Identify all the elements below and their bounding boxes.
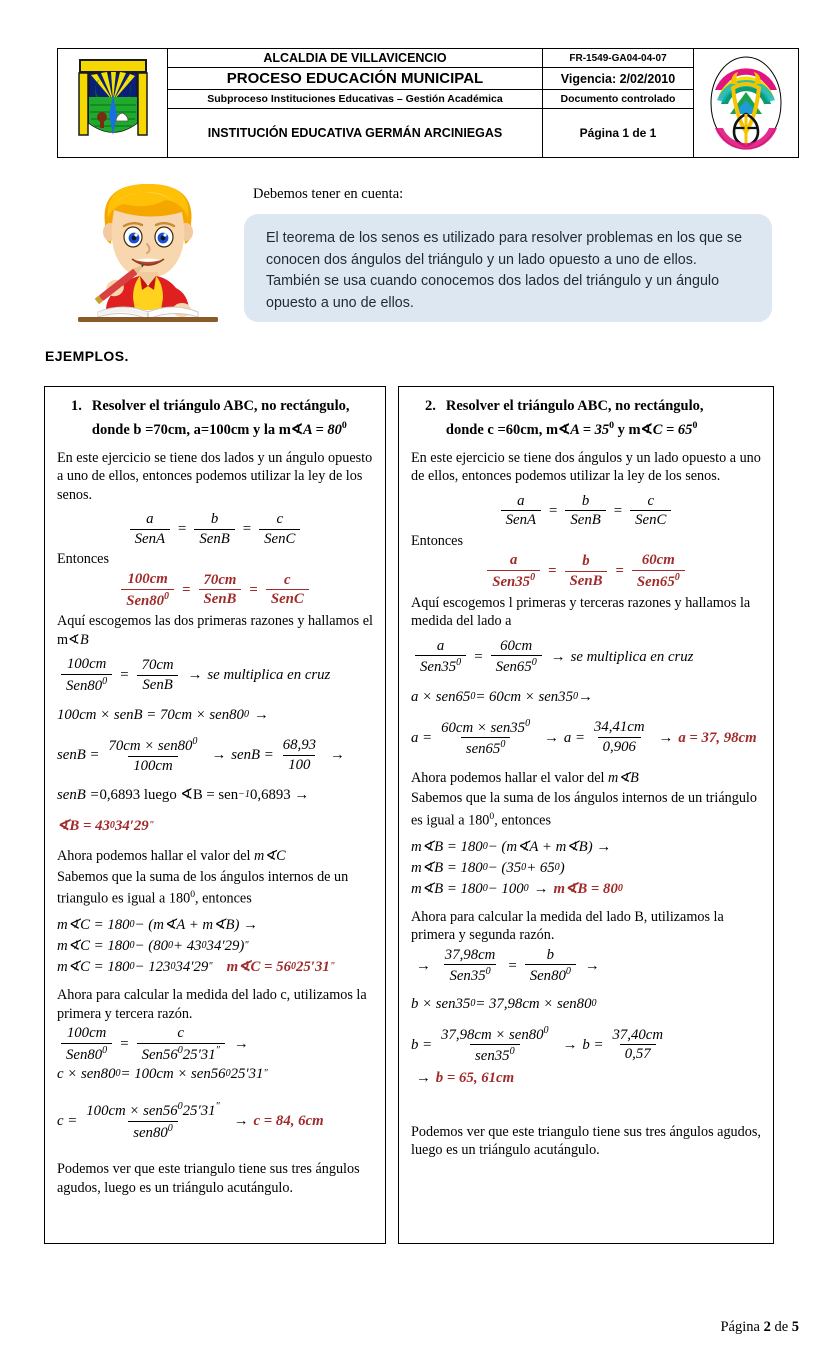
e2ang3-deg2: 0 bbox=[523, 882, 529, 894]
e1ang3-result-min: 25′31 bbox=[296, 959, 330, 976]
law2-b-num: b bbox=[581, 492, 590, 509]
law1-a-num: a bbox=[146, 511, 154, 528]
header-form-code: FR-1549-GA04-04-07 bbox=[569, 52, 667, 64]
e2eq7-d1: sen35 bbox=[475, 1048, 510, 1065]
e1eq2-deg: 0 bbox=[243, 709, 249, 721]
sub2-den1: Sen35 bbox=[492, 573, 531, 590]
example1-paragraph-5: Ahora para calcular la medida del lado c, utilizamos la primera y tercera razón. bbox=[57, 987, 367, 1022]
example1-result-angle-B bbox=[57, 816, 373, 836]
e2eq2-deg: 0 bbox=[470, 690, 476, 702]
e2eq1-n1: a bbox=[436, 637, 445, 654]
example2-title-line2a: donde c =60cm, m∢ bbox=[445, 421, 571, 438]
e1eq7-n-deg: 0 bbox=[177, 1101, 183, 1113]
header-page-indicator: Página 1 de 1 bbox=[579, 126, 657, 140]
e1ang3-sec: " bbox=[208, 961, 213, 973]
e2ang1-deg: 0 bbox=[482, 840, 488, 852]
e1resB-min: 34′29 bbox=[114, 818, 149, 835]
sub2-den1-deg: 0 bbox=[530, 572, 536, 584]
e1resB-a: ∢B = 43 bbox=[57, 818, 110, 835]
e2p4-deg: 0 bbox=[489, 810, 495, 822]
sub2-num2: b bbox=[582, 553, 590, 570]
e2ang2-deg: 0 bbox=[482, 861, 488, 873]
e2eq7-mid: b = bbox=[582, 1036, 604, 1053]
e1ang3-result: m∢C = 56 bbox=[226, 959, 291, 976]
example1-title-angle-a: A bbox=[303, 421, 312, 438]
e1eq5-d2-sec: " bbox=[215, 1044, 220, 1056]
e1eq6-deg2: 0 bbox=[225, 1068, 231, 1080]
example2-paragraph-2: Aquí escogemos l primeras y terceras razones y hallamos la medida del lado a bbox=[411, 594, 751, 629]
sub2-num3: 60cm bbox=[641, 552, 675, 569]
example1-eq5: $\frac{100cm}{Sen80^0}$ = $\frac{c}{Sen56^025'31^"}$ → bbox=[57, 1025, 373, 1063]
e1eq1-note: se multiplica en cruz bbox=[207, 667, 331, 684]
example2-angle-eq2 bbox=[411, 858, 761, 878]
institucion-educativa-emblem-icon bbox=[703, 54, 789, 152]
example2-title-eq-a: = 35 bbox=[579, 421, 610, 438]
e1ang1: m∢C = 180 bbox=[57, 917, 130, 934]
e1eq1-d2: SenB bbox=[137, 675, 177, 694]
law2-c-num: c bbox=[647, 492, 655, 509]
example2-entonces: Entonces bbox=[411, 532, 464, 549]
e2ang3-deg: 0 bbox=[482, 882, 488, 894]
e1eq5-d2-min: 25′31 bbox=[182, 1046, 216, 1063]
e1eq5-d1-deg: 0 bbox=[102, 1044, 108, 1056]
example1-title-line1: Resolver el triángulo ABC, no rectángulo, bbox=[91, 398, 350, 414]
example2-title-deg-a: 0 bbox=[609, 420, 615, 431]
e2eq2-b: = 60cm × sen35 bbox=[475, 688, 573, 705]
e1eq3-n1: 70cm × sen80 bbox=[108, 737, 193, 754]
header-subproceso: Subproceso Instituciones Educativas – Gestión Académica bbox=[168, 90, 543, 108]
e1eq7-n-min: 25′31 bbox=[182, 1103, 216, 1120]
example1-eq1: $\frac{100cm}{Sen80^0}$ = $\frac{70cm}{\text{SenB}}$ → se multiplica en cruz bbox=[57, 656, 373, 694]
e1eq4-a: senB = bbox=[57, 787, 100, 804]
sub1-den3: SenC bbox=[266, 589, 309, 608]
page-footer bbox=[720, 1319, 799, 1336]
e2eq7-n2: 37,40cm bbox=[612, 1026, 664, 1043]
e2ang3-result-deg: 0 bbox=[617, 882, 623, 894]
footer-current-page: 2 bbox=[763, 1319, 771, 1335]
e1ang3: m∢C = 180 bbox=[57, 959, 130, 976]
example2-result-b: → b = 65, 61cm bbox=[416, 1069, 515, 1086]
e2eq3-mid: a = bbox=[563, 729, 585, 746]
e2eq2-a: a × sen65 bbox=[411, 688, 471, 705]
e1ang1-rest: − (m∢A + m∢B) → bbox=[134, 917, 258, 934]
example1-paragraph-3 bbox=[57, 847, 373, 866]
e2ang3-a: − 100 bbox=[487, 880, 524, 897]
e1p3-text: Ahora podemos hallar el valor del bbox=[57, 848, 254, 865]
e1eq6-c: 25′31 bbox=[230, 1066, 264, 1083]
example2-eq3: a = $\frac{60cm \times sen35^0}{sen65^0}$ → a = $\frac{34,41cm}{0,906}$ → a = 37, 98cm bbox=[411, 717, 757, 757]
e2eq1-d1: Sen35 bbox=[420, 658, 457, 675]
law1-c-den: SenC bbox=[259, 529, 300, 548]
example1-paragraph-2 bbox=[57, 612, 373, 649]
e2eq6-deg2: 0 bbox=[591, 997, 597, 1009]
e1eq7-d-deg: 0 bbox=[167, 1122, 173, 1134]
example1-eq2: 100cm × senB = 70cm × sen80 0 → bbox=[57, 707, 269, 724]
e2eq7-d2: 0,57 bbox=[620, 1044, 656, 1063]
section-label-ejemplos: EJEMPLOS. bbox=[45, 348, 129, 364]
e2eq5-d1-deg: 0 bbox=[485, 966, 491, 978]
header-institucion-name: INSTITUCIÓN EDUCATIVA GERMÁN ARCINIEGAS bbox=[168, 109, 543, 157]
example2-title-text bbox=[446, 397, 761, 440]
example2-eq1: $\frac{a}{Sen35^0}$ = $\frac{60cm}{Sen65^0}$ → se multiplica en cruz bbox=[411, 638, 761, 676]
e1resB-deg: 0 bbox=[109, 820, 115, 832]
example2-substituted-law: $\frac{a}{Sen35^0}$ = $\frac{b}{\text{SenB}}$ = $\frac{60cm}{Sen65^0}$ bbox=[411, 552, 761, 590]
header-text-block bbox=[168, 49, 693, 157]
e2p3-text: Ahora podemos hallar el valor del bbox=[411, 769, 608, 786]
law1-a-den: SenA bbox=[130, 529, 170, 548]
example2-eq5: → $\frac{37,98cm}{Sen35^0}$ = $\frac{b}{Sen80^0}$ → bbox=[416, 946, 600, 985]
e2eq7-d1-deg: 0 bbox=[509, 1046, 515, 1058]
example2-angle-eq3: m∢B = 180 0 − 100 0 → m∢B = 80 0 bbox=[411, 880, 623, 897]
boy-studying-icon bbox=[58, 176, 238, 324]
info-callout-text: El teorema de los senos es utilizado para resolver problemas en los que se conocen dos ángulos del triángulo y un lado opuesto a uno de ellos. También se usa cuando conocemos dos lados del triángulo y un ángulo opuesto a uno de ellos. bbox=[266, 230, 743, 311]
e1eq1-n1: 100cm bbox=[66, 656, 107, 672]
example1-substituted-law: $\frac{100cm}{Sen80^0}$ = $\frac{70cm}{\text{SenB}}$ = $\frac{c}{\text{SenC}}$ bbox=[57, 571, 373, 609]
sub1-den1: Sen80 bbox=[126, 592, 165, 609]
footer-prefix: Página bbox=[720, 1319, 764, 1335]
example2-title-eq-c: = 65 bbox=[662, 421, 693, 438]
e1eq4-b: 0,6893 luego ∢B = sen bbox=[99, 787, 239, 804]
e1eq7-d: sen80 bbox=[133, 1124, 168, 1141]
example1-eq4 bbox=[57, 785, 373, 805]
sub1-num1: 100cm bbox=[127, 570, 168, 587]
e1eq1-n2: 70cm bbox=[141, 656, 174, 673]
example1-entonces: Entonces bbox=[57, 551, 110, 568]
header-vigencia: Vigencia: 2/02/2010 bbox=[560, 71, 676, 86]
e1ang1-deg: 0 bbox=[129, 919, 135, 931]
e1ang2-b: + 43 bbox=[173, 938, 202, 955]
e2eq6-deg: 0 bbox=[470, 997, 476, 1009]
example1-paragraph-1: En este ejercicio se tiene dos lados y un ángulo opuesto a uno de ellos, entonces podemos utilizar la ley de los senos. bbox=[57, 449, 373, 503]
example2-title-and: y m∢ bbox=[614, 421, 653, 438]
e2ang2-a: − (35 bbox=[487, 859, 522, 876]
example1-title-eq: = 80 bbox=[311, 421, 342, 438]
header-row-4 bbox=[168, 109, 693, 157]
example2-title-angle-c: C bbox=[652, 421, 663, 438]
example1-law-of-sines: $\frac{a}{\text{SenA}}$ = $\frac{b}{\text{SenB}}$ = $\frac{c}{\text{SenC}}$ bbox=[57, 511, 373, 547]
e1eq4-sup: −1 bbox=[238, 789, 250, 801]
e1ang3-b: 34′29 bbox=[175, 959, 209, 976]
e1eq3-n1-deg: 0 bbox=[192, 736, 198, 748]
e2eq5-n2: b bbox=[546, 946, 554, 963]
e1eq6-sec: " bbox=[263, 1068, 268, 1080]
example1-eq3: senB = $\frac{70cm \times sen80^0}{100cm}$ → senB = $\frac{68,93}{100}$ → bbox=[57, 736, 345, 774]
e1ang2-deg2: 0 bbox=[168, 940, 174, 952]
e1ang3-deg2: 0 bbox=[170, 961, 176, 973]
e1eq4-c: 0,6893 → bbox=[249, 787, 310, 804]
e2eq5-d2-deg: 0 bbox=[565, 966, 571, 978]
e1ang2: m∢C = 180 bbox=[57, 938, 130, 955]
header-left-logo-cell bbox=[58, 49, 168, 157]
e1eq6-a: c × sen80 bbox=[57, 1066, 116, 1083]
sub1-den1-deg: 0 bbox=[164, 590, 170, 602]
example1-eq6 bbox=[57, 1064, 373, 1084]
example1-angle-eq1 bbox=[57, 915, 373, 935]
law2-a-num: a bbox=[517, 492, 525, 509]
e2eq1-d2: Sen65 bbox=[495, 658, 532, 675]
e1ang2-a: − (80 bbox=[134, 938, 168, 955]
e1ang3-result-sec: " bbox=[329, 961, 336, 973]
example-box-1 bbox=[44, 386, 386, 1244]
e2eq5-d1: Sen35 bbox=[449, 968, 486, 985]
sub2-den3-deg: 0 bbox=[674, 572, 680, 584]
e2eq2-c: → bbox=[578, 688, 593, 705]
example1-title-text bbox=[92, 397, 373, 440]
e1resB-sec: " bbox=[148, 820, 155, 832]
e2eq2-deg2: 0 bbox=[572, 690, 579, 702]
sub1-den2: SenB bbox=[199, 589, 242, 608]
e2eq3-d2: 0,906 bbox=[598, 737, 641, 756]
e1ang2-sec: " bbox=[244, 940, 249, 952]
e1p3-angle: m∢C bbox=[253, 848, 286, 865]
example2-paragraph-5: Ahora para calcular la medida del lado B, utilizamos la primera y segunda razón. bbox=[411, 908, 724, 944]
e1eq5-d2: Sen56 bbox=[141, 1046, 178, 1063]
e2ang1: m∢B = 180 bbox=[411, 838, 483, 855]
example1-number: 1. bbox=[71, 398, 82, 414]
e2p4-text: Sabemos que la suma de los ángulos internos de un triángulo es igual a 180 bbox=[411, 790, 757, 829]
example2-eq6 bbox=[411, 994, 761, 1014]
e2ang2-b: + 65 bbox=[526, 859, 555, 876]
example-box-2 bbox=[398, 386, 774, 1244]
e2ang3-result: m∢B = 80 bbox=[553, 880, 618, 897]
law1-c-num: c bbox=[276, 511, 284, 528]
e1eq7-lhs: c = bbox=[57, 1113, 78, 1130]
e1eq5-d2-deg: 0 bbox=[177, 1044, 183, 1056]
law2-a-den: SenA bbox=[501, 510, 541, 529]
e2eq3-d1: sen65 bbox=[465, 740, 501, 757]
e2ang1-rest: − (m∢A + m∢B) → bbox=[487, 838, 612, 855]
e2eq3-n2: 34,41cm bbox=[593, 719, 645, 736]
example2-angle-eq1 bbox=[411, 837, 761, 857]
e1eq1-d1: Sen80 bbox=[66, 677, 103, 694]
e1ang3-deg: 0 bbox=[129, 961, 135, 973]
example1-p2-text: Aquí escogemos las dos primeras razones y hallamos el m∢ bbox=[57, 613, 373, 648]
e2ang3: m∢B = 180 bbox=[411, 880, 483, 897]
e2eq1-note: se multiplica en cruz bbox=[570, 648, 694, 665]
e1ang3-a: − 123 bbox=[134, 959, 171, 976]
example2-conclusion: Podemos ver que este triangulo tiene sus tres ángulos agudos, luego es un triángulo acutángulo. bbox=[411, 1123, 761, 1159]
footer-middle: de bbox=[770, 1319, 792, 1335]
example2-title-angle-a: A bbox=[570, 421, 580, 438]
e1eq3-n2: 68,93 bbox=[282, 737, 316, 753]
e1ang3-result-deg: 0 bbox=[290, 961, 297, 973]
footer-total-pages: 5 bbox=[791, 1319, 799, 1335]
sub1-num3: c bbox=[284, 571, 291, 588]
e2eq7-result: b = 65, 61cm bbox=[435, 1069, 515, 1086]
e1eq7-n-sec: " bbox=[215, 1101, 220, 1113]
example1-angle-eq3 bbox=[57, 957, 373, 977]
e1eq6-b: = 100cm × sen56 bbox=[120, 1066, 226, 1083]
e2p4-end: , entonces bbox=[494, 812, 551, 829]
e1ang2-deg3: 0 bbox=[201, 940, 207, 952]
law2-b-den: SenB bbox=[565, 510, 605, 529]
e2eq5-d2: Sen80 bbox=[529, 968, 566, 985]
e1eq2-text: 100cm × senB = 70cm × sen80 bbox=[57, 707, 244, 724]
e1p4-deg: 0 bbox=[190, 889, 196, 901]
example2-paragraph-4 bbox=[411, 789, 761, 830]
law1-b-num: b bbox=[210, 511, 219, 528]
e1eq1-d1-deg: 0 bbox=[102, 675, 108, 687]
info-callout-box bbox=[244, 214, 772, 322]
e2eq3-n1-deg: 0 bbox=[525, 717, 531, 729]
example2-title bbox=[411, 397, 761, 440]
example2-number: 2. bbox=[425, 398, 436, 414]
e1ang2-c: 34′29) bbox=[206, 938, 245, 955]
e1ang2-deg: 0 bbox=[129, 940, 135, 952]
boy-studying-illustration bbox=[58, 176, 238, 324]
e2eq1-d1-deg: 0 bbox=[456, 657, 462, 669]
sub2-den3: Sen65 bbox=[636, 573, 675, 590]
e1eq3-lhs: senB = bbox=[57, 747, 100, 764]
example2-paragraph-1: En este ejercicio se tiene dos ángulos y un lado opuesto a uno de ellos, entonces podemos utilizar la ley de los senos. bbox=[411, 449, 761, 485]
example2-law-of-sines: $\frac{a}{\text{SenA}}$ = $\frac{b}{\text{SenB}}$ = $\frac{c}{\text{SenC}}$ bbox=[411, 493, 761, 529]
header-documento-controlado: Documento controlado bbox=[560, 93, 676, 105]
example2-eq2 bbox=[411, 687, 761, 707]
e1eq5-n1: 100cm bbox=[66, 1025, 107, 1042]
example1-paragraph-4 bbox=[57, 868, 373, 909]
header-row-3 bbox=[168, 90, 693, 109]
e2ang2-deg2: 0 bbox=[521, 861, 527, 873]
e1eq6-deg: 0 bbox=[115, 1068, 121, 1080]
e1eq7-result: c = 84, 6cm bbox=[253, 1113, 324, 1130]
example1-title-deg: 0 bbox=[341, 420, 347, 431]
e1eq5-n2: c bbox=[177, 1025, 184, 1042]
e2eq1-n2: 60cm bbox=[500, 637, 533, 654]
example2-eq7: b = $\frac{37,98cm \times sen80^0}{sen35^0}$ → b = $\frac{37,40cm}{0,57}$ bbox=[411, 1025, 761, 1065]
law2-c-den: SenC bbox=[630, 510, 671, 529]
e2eq7-n1-deg: 0 bbox=[543, 1024, 549, 1036]
example2-title-line1: Resolver el triángulo ABC, no rectángulo, bbox=[445, 398, 704, 414]
e2ang2: m∢B = 180 bbox=[411, 859, 483, 876]
example1-p2-angle: B bbox=[79, 631, 89, 648]
e1p4-end: , entonces bbox=[195, 890, 252, 907]
example1-title bbox=[57, 397, 373, 440]
e2p3-angle: m∢B bbox=[607, 769, 639, 786]
example1-angle-eq2 bbox=[57, 936, 373, 956]
header-row-1 bbox=[168, 49, 693, 68]
e2eq6-b: = 37,98cm × sen80 bbox=[475, 995, 592, 1012]
sub1-num2: 70cm bbox=[203, 571, 237, 588]
villavicencio-coat-of-arms-icon bbox=[69, 55, 157, 151]
e2eq7-n1: 37,98cm × sen80 bbox=[441, 1026, 544, 1043]
header-proceso-title: PROCESO EDUCACIÓN MUNICIPAL bbox=[168, 68, 543, 89]
e2ang2-deg3: 0 bbox=[554, 861, 560, 873]
e1eq5-d1: Sen80 bbox=[66, 1046, 103, 1063]
e2eq3-lhs: a = bbox=[411, 729, 433, 746]
example1-conclusion: Podemos ver que este triangulo tiene sus tres ángulos agudos, luego es un triángulo acutángulo. bbox=[57, 1161, 360, 1196]
header-right-emblem-cell bbox=[693, 49, 798, 157]
example2-title-deg-c: 0 bbox=[692, 420, 698, 431]
e2eq7-lhs: b = bbox=[411, 1036, 433, 1053]
e1eq3-mid: senB = bbox=[231, 747, 274, 764]
e1p4-text: Sabemos que la suma de los ángulos internos de un triangulo es igual a 180 bbox=[57, 868, 349, 907]
e2eq1-d2-deg: 0 bbox=[531, 657, 537, 669]
law1-b-den: SenB bbox=[194, 529, 234, 548]
example1-title-line2a: donde b =70cm, a=100cm y la m∢ bbox=[91, 421, 304, 438]
e1eq3-d2: 100 bbox=[283, 755, 315, 774]
e2eq5-n1: 37,98cm bbox=[444, 946, 496, 963]
intro-label: Debemos tener en cuenta: bbox=[253, 186, 404, 202]
example1-eq7: c = $\frac{100cm \times sen56^025'31^"}{sen80^0}$ → c = 84, 6cm bbox=[57, 1101, 324, 1141]
e2eq3-n1: 60cm × sen35 bbox=[441, 719, 526, 736]
sub2-num1: a bbox=[509, 552, 518, 569]
e2eq6-a: b × sen35 bbox=[411, 995, 471, 1012]
e2eq3-result: a = 37, 98cm bbox=[678, 729, 757, 746]
sub2-den2: SenB bbox=[565, 571, 608, 590]
e2eq3-d1-deg: 0 bbox=[500, 739, 506, 751]
e2ang2-c: ) bbox=[559, 859, 565, 876]
e1eq3-d1: 100cm bbox=[128, 756, 177, 775]
header-row-2 bbox=[168, 68, 693, 90]
document-header-table bbox=[57, 48, 799, 158]
header-alcaldia-title: ALCALDIA DE VILLAVICENCIO bbox=[168, 49, 543, 67]
example2-paragraph-3 bbox=[411, 769, 761, 788]
e1eq7-n: 100cm × sen56 bbox=[86, 1103, 178, 1120]
